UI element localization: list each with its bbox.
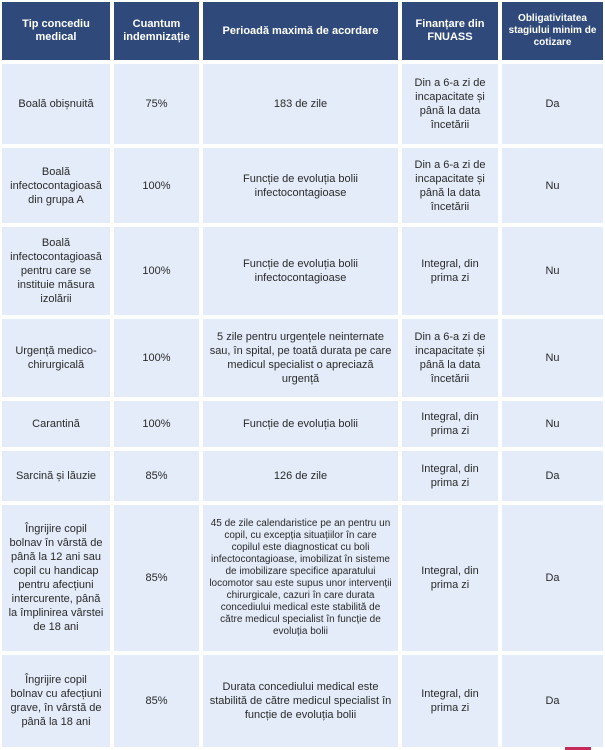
cell-min-contribution: Nu	[502, 401, 603, 447]
header-leave-type: Tip concediu medical	[2, 2, 110, 60]
cell-amount: 85%	[114, 655, 199, 747]
cell-leave-type: Boală infectocontagioasă pentru care se instituie măsura izolării	[2, 227, 110, 315]
header-min-contribution: Obligativitatea stagiului minim de cotizare	[502, 2, 603, 60]
cell-min-contribution: Da	[502, 64, 603, 144]
cell-min-contribution: Nu	[502, 319, 603, 397]
table-row	[0, 64, 605, 144]
cell-leave-type: Boală infectocontagioasă din grupa A	[2, 148, 110, 223]
cell-min-contribution: Nu	[502, 227, 603, 315]
cell-min-contribution: Da	[502, 655, 603, 747]
table-row	[0, 319, 605, 397]
header-max-period: Perioadă maximă de acordare	[203, 2, 398, 60]
cell-amount: 85%	[114, 505, 199, 651]
cell-amount: 85%	[114, 451, 199, 501]
cell-amount: 100%	[114, 148, 199, 223]
cell-funding: Din a 6-a zi de incapacitate și până la data încetării	[402, 319, 498, 397]
table-row	[0, 148, 605, 223]
table-row	[0, 505, 605, 651]
cell-funding: Integral, din prima zi	[402, 505, 498, 651]
cell-leave-type: Boală obișnuită	[2, 64, 110, 144]
cell-leave-type: Îngrijire copil bolnav cu afecțiuni grave, în vârstă de până la 18 ani	[2, 655, 110, 747]
cell-funding: Integral, din prima zi	[402, 227, 498, 315]
cell-max-period: Funcție de evoluția bolii infectocontagioase	[203, 148, 398, 223]
cell-max-period: 5 zile pentru urgențele neinternate sau, în spital, pe toată durata pe care medicul specialist o apreciază urgență	[203, 319, 398, 397]
table-row	[0, 401, 605, 447]
cell-amount: 75%	[114, 64, 199, 144]
cell-funding: Din a 6-a zi de incapacitate și până la data încetării	[402, 64, 498, 144]
cell-max-period: Funcție de evoluția bolii	[203, 401, 398, 447]
cell-funding: Din a 6-a zi de incapacitate și până la data încetării	[402, 148, 498, 223]
cell-min-contribution: Da	[502, 505, 603, 651]
table-row	[0, 451, 605, 501]
cell-max-period: 126 de zile	[203, 451, 398, 501]
cell-max-period: 183 de zile	[203, 64, 398, 144]
cell-leave-type: Urgență medico-chirurgicală	[2, 319, 110, 397]
cell-amount: 100%	[114, 401, 199, 447]
cell-leave-type: Carantină	[2, 401, 110, 447]
table-header-row	[0, 2, 605, 60]
table-row	[0, 227, 605, 315]
cell-leave-type: Îngrijire copil bolnav în vârstă de până la 12 ani sau copil cu handicap pentru afecțiuni intercurente, până la împlinirea vârstei de 18 ani	[2, 505, 110, 651]
cell-amount: 100%	[114, 227, 199, 315]
cell-amount: 100%	[114, 319, 199, 397]
cell-max-period: Durata concediului medical este stabilită de către medicul specialist în funcție de evoluția bolii	[203, 655, 398, 747]
table-row	[0, 655, 605, 747]
cell-min-contribution: Nu	[502, 148, 603, 223]
cell-funding: Integral, din prima zi	[402, 451, 498, 501]
cell-leave-type: Sarcină și lăuzie	[2, 451, 110, 501]
cell-max-period: 45 de zile calendaristice pe an pentru un copil, cu excepția situațiilor în care copilul este diagnosticat cu boli infectocontagioase, imobilizat în sisteme de imobilizare specifice aparatului locomotor sau este supus unor intervenții chirurgicale, cazuri în care durata concediului medical este stabilită de către medicul specialist în funcție de evoluția bolii	[203, 505, 398, 651]
cell-funding: Integral, din prima zi	[402, 655, 498, 747]
cell-funding: Integral, din prima zi	[402, 401, 498, 447]
cell-min-contribution: Da	[502, 451, 603, 501]
cell-max-period: Funcție de evoluția bolii infectocontagioase	[203, 227, 398, 315]
header-amount: Cuantum indemnizație	[114, 2, 199, 60]
header-funding: Finanțare din FNUASS	[402, 2, 498, 60]
